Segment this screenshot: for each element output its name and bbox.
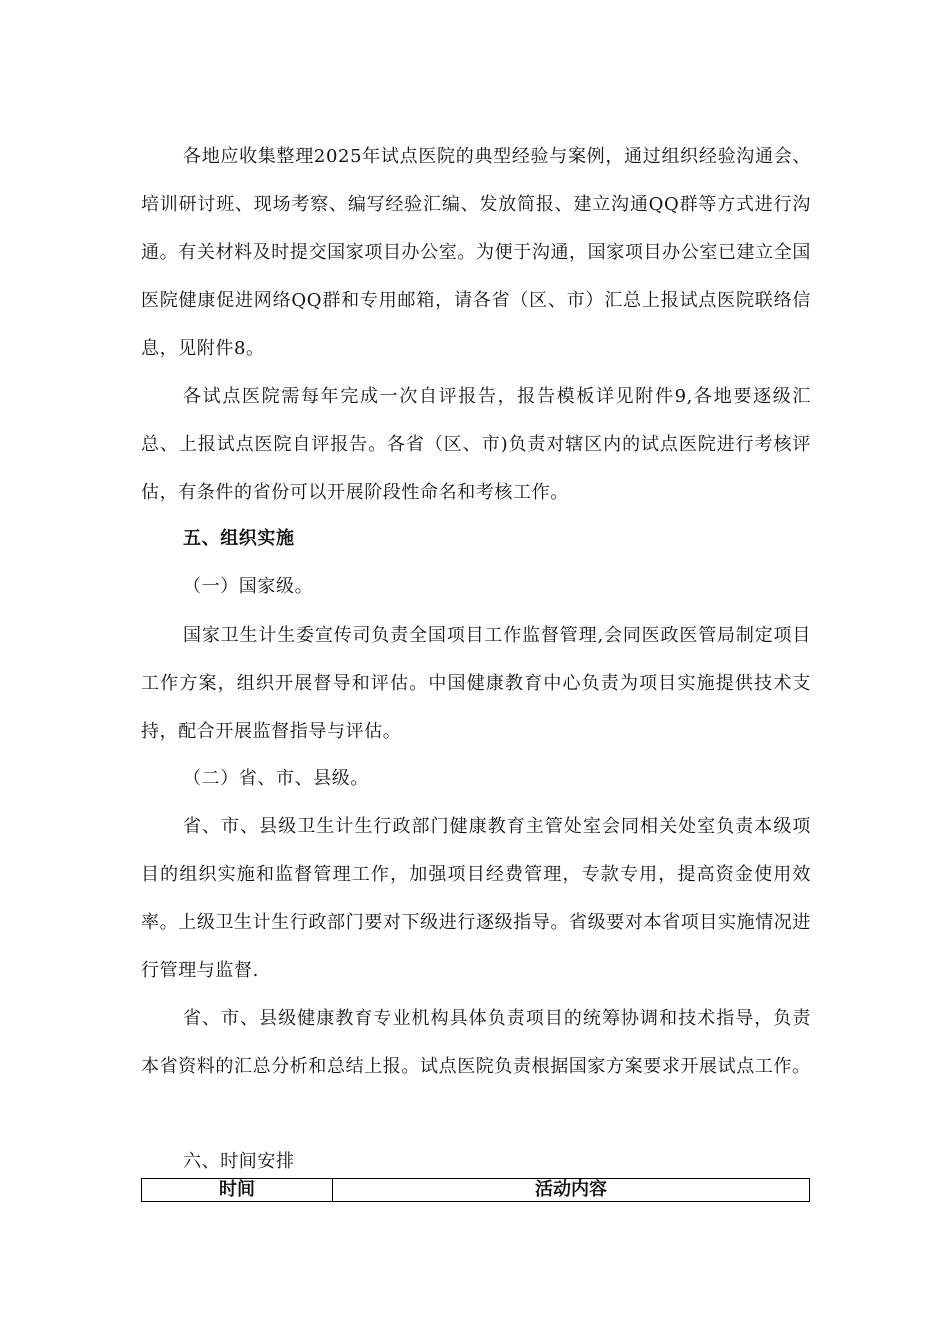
subsection-heading-national: （一）国家级。 <box>183 576 314 597</box>
section-heading-schedule: 六、时间安排 <box>183 1151 295 1172</box>
schedule-header-time: 时间 <box>142 1179 333 1202</box>
paragraph-experience-exchange: 各地应收集整理2025年试点医院的典型经验与案例，通过组织经验沟通会、培训研讨班、现场考察、编写经验汇编、发放简报、建立沟通QQ群等方式进行沟通。有关材料及时提交国家项目办公室。为便于沟通，国家项目办公室已建立全国医院健康促进网络QQ群和专用邮箱，请各省（区、市）汇总上报试点医院联络信息，见附件8。 <box>141 146 811 359</box>
paragraph-professional-institutions: 省、市、县级健康教育专业机构具体负责项目的统筹协调和技术指导，负责本省资料的汇总分析和总结上报。试点医院负责根据国家方案要求开展试点工作。 <box>141 1008 811 1077</box>
subsection-heading-provincial: （二）省、市、县级。 <box>183 768 369 789</box>
schedule-table-header-row <box>142 1179 810 1202</box>
schedule-header-activity: 活动内容 <box>333 1179 810 1202</box>
paragraph-national-responsibilities: 国家卫生计生委宣传司负责全国项目工作监督管理,会同医政医管局制定项目工作方案，组织开展督导和评估。中国健康教育中心负责为项目实施提供技术支持，配合开展监督指导与评估。 <box>141 625 811 742</box>
schedule-table <box>141 1178 810 1202</box>
paragraph-self-evaluation: 各试点医院需每年完成一次自评报告，报告模板详见附件9,各地要逐级汇总、上报试点医院自评报告。各省（区、市)负责对辖区内的试点医院进行考核评估，有条件的省份可以开展阶段性命名和考核工作。 <box>141 386 811 503</box>
paragraph-provincial-responsibilities: 省、市、县级卫生计生行政部门健康教育主管处室会同相关处室负责本级项目的组织实施和监督管理工作，加强项目经费管理，专款专用，提高资金使用效率。上级卫生计生行政部门要对下级进行逐级指导。省级要对本省项目实施情况进行管理与监督. <box>141 816 811 981</box>
section-heading-organization: 五、组织实施 <box>183 528 295 549</box>
